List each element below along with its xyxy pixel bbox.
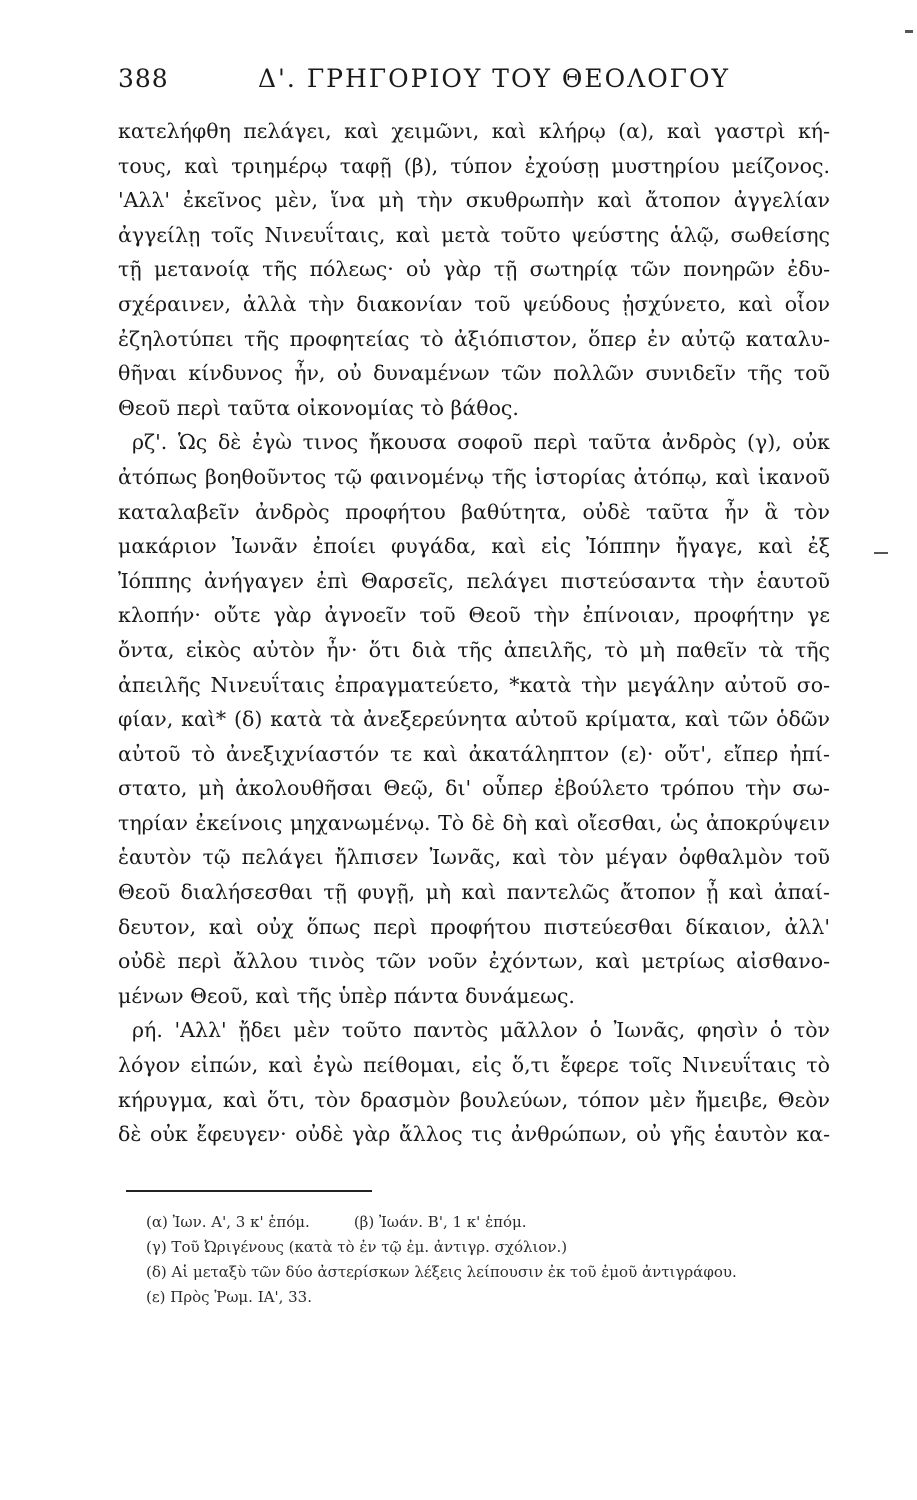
scan-edge-mark: [905, 30, 913, 33]
text-line: θῆναι κίνδυνος ἦν, οὐ δυναμένων τῶν πολλῶν συνιδεῖν τῆς τοῦ: [118, 361, 830, 386]
footnote-row: [146, 1210, 846, 1235]
text-line: Θεοῦ διαλήσεσθαι τῇ φυγῇ, μὴ καὶ παντελῶς ἄτοπον ᾖ καὶ ἀπαί-: [118, 880, 830, 905]
text-line: ἑαυτὸν τῷ πελάγει ἤλπισεν Ἰωνᾶς, καὶ τὸν μέγαν ὀφθαλμὸν τοῦ: [118, 845, 830, 870]
text-line: 'Αλλ' ἐκεῖνος μὲν, ἵνα μὴ τὴν σκυθρωπὴν καὶ ἄτοπον ἀγγελίαν: [118, 188, 830, 213]
text-line: ἀγγείλῃ τοῖς Νινευΐταις, καὶ μετὰ τοῦτο ψεύστης ἁλῷ, σωθείσης: [118, 222, 830, 247]
text-line: τους, καὶ τριημέρῳ ταφῇ (β), τύπον ἐχούσῃ μυστηρίου μείζονος.: [118, 153, 830, 178]
footnote-b: (β) Ἰωάν. Β', 1 κ' ἑπόμ.: [353, 1213, 527, 1231]
text-line: φίαν, καὶ* (δ) κατὰ τὰ ἀνεξερεύνητα αὐτοῦ κρίματα, καὶ τῶν ὁδῶν: [118, 707, 830, 732]
section-start-line: ρή. 'Αλλ' ᾔδει μὲν τοῦτο παντὸς μᾶλλον ὁ Ἰωνᾶς, φησὶν ὁ τὸν: [132, 1018, 830, 1043]
section-start-line: ρζ'. Ὡς δὲ ἐγὼ τινος ἤκουσα σοφοῦ περὶ ταῦτα ἀνδρὸς (γ), οὐκ: [132, 430, 830, 455]
text-line: καταλαβεῖν ἀνδρὸς προφήτου βαθύτητα, οὐδὲ ταῦτα ἦν ἃ τὸν: [118, 499, 830, 524]
footnote-rule: [126, 1190, 372, 1192]
text-line: ἀπειλῆς Νινευΐταις ἐπραγματεύετο, *κατὰ τὴν μεγάλην αὐτοῦ σο-: [118, 672, 830, 697]
text-line: τῇ μετανοίᾳ τῆς πόλεως· οὐ γὰρ τῇ σωτηρίᾳ τῶν πονηρῶν ἐδυ-: [118, 257, 830, 282]
footnote-e: (ε) Πρὸς Ῥωμ. ΙΑ', 33.: [146, 1288, 312, 1306]
page-number: 388: [118, 64, 169, 93]
footnotes: [146, 1210, 846, 1310]
text-line: οὐδὲ περὶ ἄλλου τινὸς τῶν νοῦν ἐχόντων, καὶ μετρίως αἰσθανο-: [118, 949, 830, 974]
text-line: Ἰόππης ἀνήγαγεν ἐπὶ Θαρσεῖς, πελάγει πιστεύσαντα τὴν ἑαυτοῦ: [118, 568, 830, 593]
text-line: στατο, μὴ ἀκολουθῆσαι Θεῷ, δι' οὗπερ ἐβούλετο τρόπου τὴν σω-: [118, 776, 830, 801]
text-line: ἀτόπως βοηθοῦντος τῷ φαινομένῳ τῆς ἱστορίας ἀτόπῳ, καὶ ἱκανοῦ: [118, 464, 830, 489]
text-line: ἐζηλοτύπει τῆς προφητείας τὸ ἀξιόπιστον, ὅπερ ἐν αὐτῷ καταλυ-: [118, 326, 830, 351]
footnote-d: (δ) Αἱ μεταξὺ τῶν δύο ἀστερίσκων λέξεις λείπουσιν ἐκ τοῦ ἐμοῦ ἀντιγράφου.: [146, 1263, 737, 1281]
text-line: τηρίαν ἐκείνοις μηχανωμένῳ. Τὸ δὲ δὴ καὶ οἴεσθαι, ὡς ἀποκρύψειν: [118, 810, 830, 835]
text-line: ὄντα, εἰκὸς αὐτὸν ἦν· ὅτι διὰ τῆς ἀπειλῆς, τὸ μὴ παθεῖν τὰ τῆς: [118, 637, 830, 662]
text-line: σχέραινεν, ἀλλὰ τὴν διακονίαν τοῦ ψεύδους ᾐσχύνετο, καὶ οἷον: [118, 291, 830, 316]
text-line: μακάριον Ἰωνᾶν ἐποίει φυγάδα, καὶ εἰς Ἰόππην ἤγαγε, καὶ ἐξ: [118, 534, 830, 559]
text-line: λόγον εἰπών, καὶ ἐγὼ πείθομαι, εἰς ὅ,τι ἔφερε τοῖς Νινευΐταις τὸ: [118, 1053, 830, 1078]
page-header: [118, 64, 858, 108]
text-line: κατελήφθη πελάγει, καὶ χειμῶνι, καὶ κλήρῳ (α), καὶ γαστρὶ κή-: [118, 119, 830, 143]
footnote-g: (γ) Τοῦ Ὠριγένους (κατὰ τὸ ἐν τῷ ἐμ. ἀντιγρ. σχόλιον.): [146, 1238, 568, 1256]
body-text: [118, 114, 830, 1152]
text-line: κήρυγμα, καὶ ὅτι, τὸν δρασμὸν βουλεύων, τόπον μὲν ἤμειβε, Θεὸν: [118, 1087, 830, 1112]
text-line: μένων Θεοῦ, καὶ τῆς ὑπὲρ πάντα δυνάμεως.: [118, 983, 575, 1008]
text-line: δευτον, καὶ οὐχ ὅπως περὶ προφήτου πιστεύεσθαι δίκαιον, ἀλλ': [118, 914, 830, 939]
text-line: αὐτοῦ τὸ ἀνεξιχνίαστόν τε καὶ ἀκατάληπτον (ε)· οὔτ', εἴπερ ἠπί-: [118, 741, 830, 766]
text-line: κλοπήν· οὔτε γὰρ ἀγνοεῖν τοῦ Θεοῦ τὴν ἐπίνοιαν, προφήτην γε: [118, 603, 830, 628]
text-line: Θεοῦ περὶ ταῦτα οἰκονομίας τὸ βάθος.: [118, 395, 519, 420]
text-line: δὲ οὐκ ἔφευγεν· οὐδὲ γὰρ ἄλλος τις ἀνθρώπων, οὐ γῆς ἑαυτὸν κα-: [118, 1122, 830, 1147]
running-title: Δ'. ΓΡΗΓΟΡΙΟΥ ΤΟΥ ΘΕΟΛΟΓΟΥ: [258, 64, 731, 93]
margin-dash-mark: [874, 552, 888, 554]
footnote-a: (α) Ἰων. Α', 3 κ' ἑπόμ.: [146, 1213, 310, 1231]
